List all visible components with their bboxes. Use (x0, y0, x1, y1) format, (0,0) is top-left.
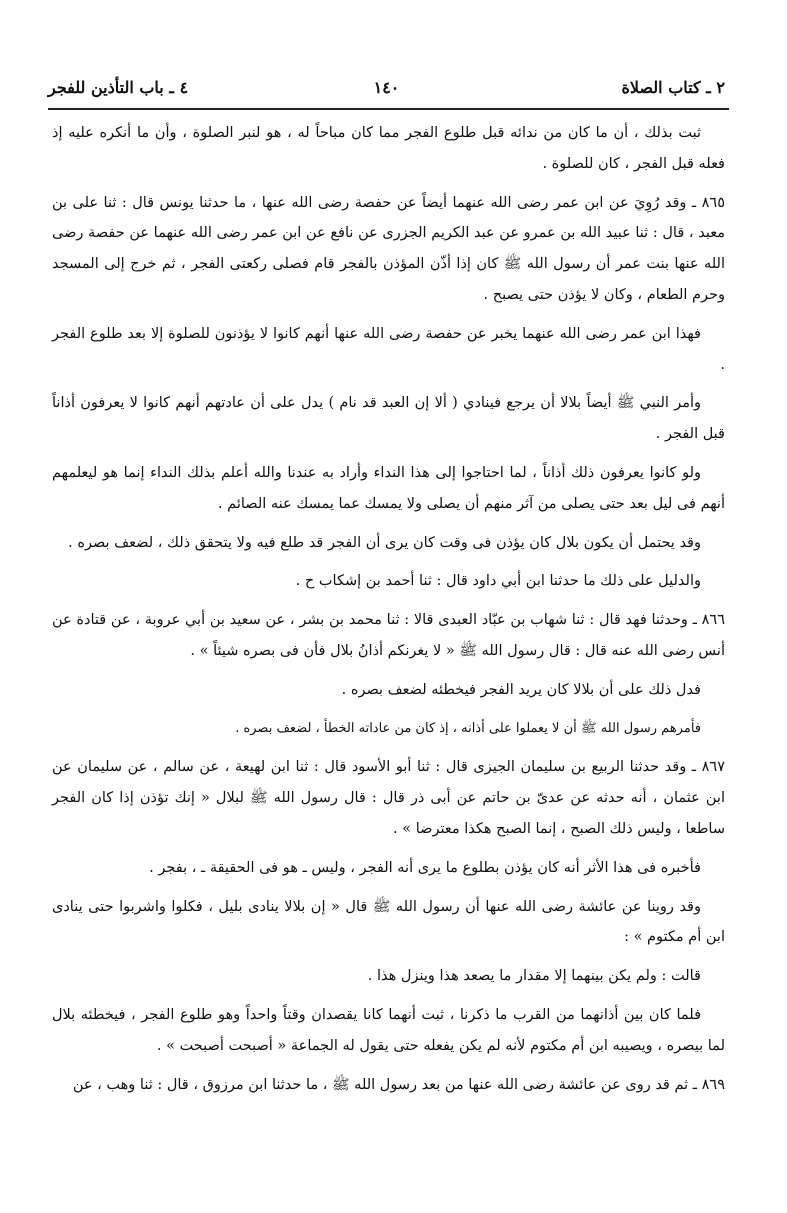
paragraph: فدل ذلك على أن بلالا كان يريد الفجر فيخطئه لضعف بصره . (341, 681, 701, 698)
paragraph: فهذا ابن عمر رضى الله عنهما يخبر عن حفصة رضى الله عنها أنهم كانوا لا يؤذنون للصلوة إلا بعد طلوع الفجر . (52, 325, 725, 373)
header-rule (48, 108, 729, 110)
hadith-867: ٨٦٧ ـ وقد حدثنا الربيع بن سليمان الجيزى قال : ثنا أبو الأسود قال : ثنا ابن لهيعة ، عن سالم ، عن سليمان عن ابن عثمان ، أنه حدثه عن عدىّ بن حاتم عن أبى ذر قال : قال رسول الله ﷺ لبلال « إنك تؤذن إذا كان الفجر ساطعا ، وليس ذلك الصبح ، إنما الصبح هكذا معترضا » . (52, 759, 725, 837)
running-header (48, 74, 725, 104)
paragraph: قالت : ولم يكن بينهما إلا مقدار ما يصعد هذا وينزل هذا . (367, 968, 701, 985)
paragraph: والدليل على ذلك ما حدثنا ابن أبي داود قال : ثنا أحمد بن إشكاب ح . (295, 573, 701, 590)
hadith-869: ٨٦٩ ـ ثم قد روى عن عائشة رضى الله عنها من بعد رسول الله ﷺ ، ما حدثنا ابن مرزوق ، قال : ثنا وهب ، عن (72, 1076, 725, 1093)
paragraph: وقد يحتمل أن يكون بلال كان يؤذن فى وقت كان يرى أن الفجر قد طلع فيه ولا يتحقق ذلك ، لضعف بصره . (68, 534, 701, 551)
hadith-865: ٨٦٥ ـ وقد رُوِيَ عن ابن عمر رضى الله عنهما أيضاً عن حفصة رضى الله عنها ، ما حدثنا يونس قال : ثنا على بن معبد ، قال : ثنا عبيد الله بن عمرو عن عبد الكريم الجزرى عن نافع عن ابن عمر رضى الله عنهما عن حفصة رضى الله عنها بنت عمر أن رسول الله ﷺ كان إذا أذّن المؤذن بالفجر قام فصلى ركعتى الفجر ، ثم خرج إلى المسجد وحرم الطعام ، وكان لا يؤذن حتى يصبح . (52, 194, 725, 303)
paragraph: فأخبره فى هذا الأثر أنه كان يؤذن بطلوع ما يرى أنه الفجر ، وليس ـ هو فى الحقيقة ـ ، بفجر . (149, 859, 701, 876)
section-title: ٤ ـ باب التأذين للفجر (48, 78, 189, 97)
paragraph: وأمر النبي ﷺ أيضاً بلالا أن يرجع فينادي ( ألا إن العبد قد نام ) يدل على أن عادتهم أنهم كانوا لا يعرفون أذاناً قبل الفجر . (52, 395, 725, 443)
chapter-title: ٢ ـ كتاب الصلاة (621, 78, 725, 97)
page-body (52, 118, 725, 1108)
paragraph: وقد روينا عن عائشة رضى الله عنها أن رسول الله ﷺ قال « إن بلالا ينادى بليل ، فكلوا واشربوا حتى ينادى ابن أم مكتوم » : (52, 898, 725, 946)
paragraph: فلما كان بين أذانهما من القرب ما ذكرنا ، ثبت أنهما كانا يقصدان وقتاً واحداً وهو طلوع الفجر ، فيخطئه بلال لما بيصره ، ويصيبه ابن أم مكتوم لأنه لم يكن يفعله حتى يقول له الجماعة « أصبحت أصبحت » . (52, 1006, 725, 1054)
page-number: ١٤٠ (373, 78, 400, 97)
hadith-866: ٨٦٦ ـ وحدثنا فهد قال : ثنا شهاب بن عبّاد العبدى قالا : ثنا محمد بن بشر ، عن سعيد بن أبي عروبة ، عن قتادة عن أنس رضى الله عنه قال : قال رسول الله ﷺ « لا يغرنكم أذانُ بلال فأن فى بصره شيئاً » . (52, 612, 725, 659)
paragraph: فأمرهم رسول الله ﷺ أن لا يعملوا على أذانه ، إذ كان من عاداته الخطأ ، لضعف بصره . (235, 720, 701, 736)
paragraph: ثبت بذلك ، أن ما كان من ندائه قبل طلوع الفجر مما كان مباحاً له ، هو لنبر الصلوة ، وأن ما أنكره عليه إذ فعله قبل الفجر ، كان للصلوة . (52, 125, 725, 172)
paragraph: ولو كانوا يعرفون ذلك أذاناً ، لما احتاجوا إلى هذا النداء وأراد به عندنا والله أعلم بذلك النداء إنما هو ليعلمهم أنهم فى ليل بعد حتى يصلى من آثر منهم أن يصلى ولا يمسك عما يمسك عنه الصائم . (52, 464, 725, 512)
